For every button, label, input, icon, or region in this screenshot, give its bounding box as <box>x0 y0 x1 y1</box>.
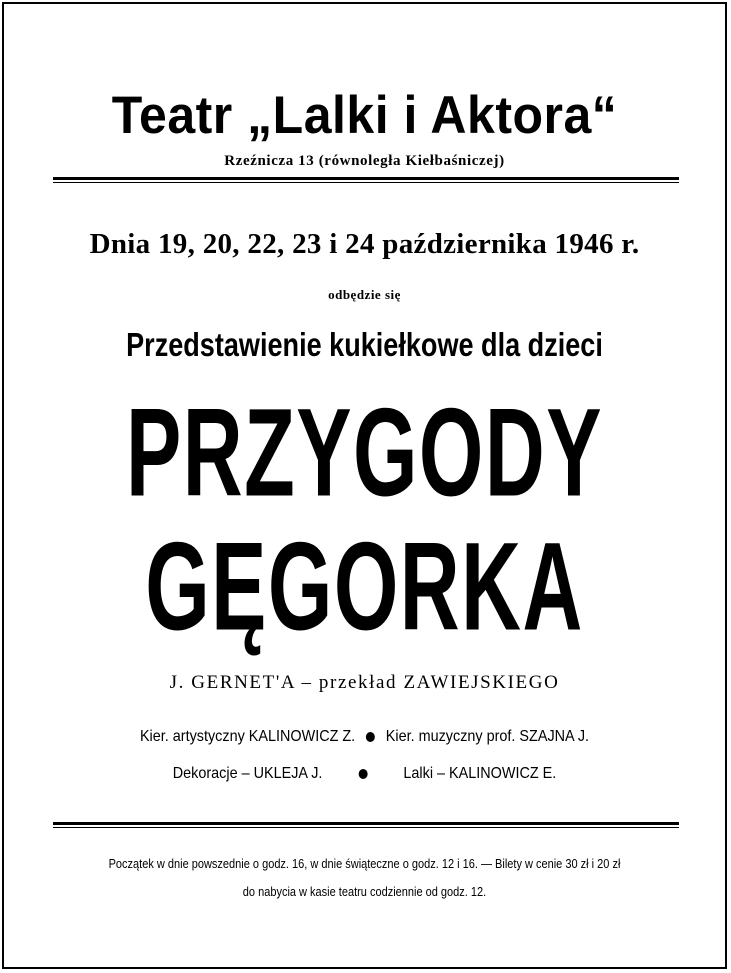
decorations-credit: Dekoracje – UKLEJA J. <box>172 765 323 782</box>
credits-row-2 <box>40 765 689 783</box>
theatre-address: Rzeźnicza 13 (równoległa Kiełbaśniczej) <box>224 153 505 169</box>
credits-row-1 <box>40 728 689 746</box>
divider-thin <box>53 182 679 183</box>
play-title-line2: GĘGORKA <box>145 516 584 657</box>
bullet-icon <box>366 732 375 742</box>
divider-thick-bottom <box>53 822 679 825</box>
music-director: Kier. muzyczny prof. SZAJNA J. <box>385 728 590 745</box>
puppets-credit: Lalki – KALINOWICZ E. <box>403 765 557 782</box>
divider-thin-bottom <box>53 827 679 828</box>
author-translator: J. GERNET'A – przekład ZAWIEJSKIEGO <box>169 672 560 693</box>
bullet-icon <box>358 769 367 779</box>
poster <box>2 2 727 969</box>
play-title-line1: PRZYGODY <box>126 382 603 523</box>
footer-note-line1: Początek w dnie powszednie o godz. 16, w dnie świąteczne o godz. 12 i 16. — Bilety w cenie 30 zł i 20 zł <box>108 857 621 871</box>
footer-note-line2: do nabycia w kasie teatru codziennie od godz. 12. <box>242 885 487 899</box>
intro-text: odbędzie się <box>328 287 401 302</box>
artistic-director: Kier. artystyczny KALINOWICZ Z. <box>139 728 356 745</box>
performance-dates: Dnia 19, 20, 22, 23 i 24 października 1946 r. <box>89 228 640 260</box>
theatre-title: Teatr „Lalki i Aktora“ <box>111 85 618 145</box>
divider-thick <box>53 177 679 180</box>
performance-subtitle: Przedstawienie kukiełkowe dla dzieci <box>126 326 603 363</box>
